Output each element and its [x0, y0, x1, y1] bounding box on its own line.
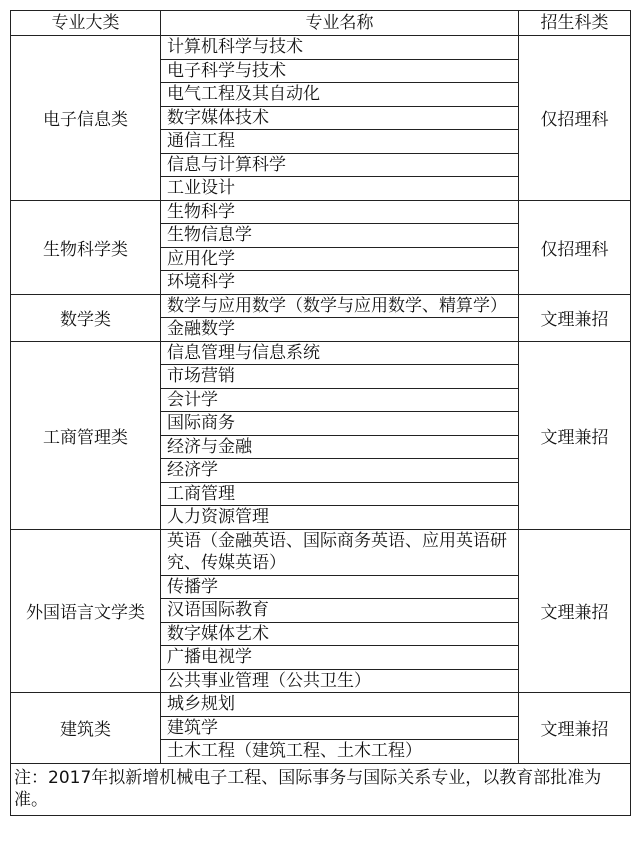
footnote: 注：2017年拟新增机械电子工程、国际事务与国际关系专业，以教育部批准为准。 — [11, 763, 631, 815]
majors-table-body — [11, 36, 631, 764]
major-cell: 会计学 — [161, 388, 519, 412]
table-row — [11, 693, 631, 717]
major-cell: 经济与金融 — [161, 435, 519, 459]
category-cell: 生物科学类 — [11, 200, 161, 294]
major-cell: 通信工程 — [161, 130, 519, 154]
category-cell: 数学类 — [11, 294, 161, 341]
major-cell: 电子科学与技术 — [161, 59, 519, 83]
table-row — [11, 341, 631, 365]
major-cell: 汉语国际教育 — [161, 599, 519, 623]
major-cell: 信息管理与信息系统 — [161, 341, 519, 365]
major-cell: 传播学 — [161, 575, 519, 599]
major-cell: 经济学 — [161, 459, 519, 483]
major-cell: 建筑学 — [161, 716, 519, 740]
admission-majors-document — [10, 10, 630, 816]
admission-header: 招生科类 — [519, 11, 631, 36]
category-cell: 电子信息类 — [11, 36, 161, 201]
major-cell: 数字媒体技术 — [161, 106, 519, 130]
category-cell: 外国语言文学类 — [11, 529, 161, 693]
major-cell: 应用化学 — [161, 247, 519, 271]
note-row — [11, 763, 631, 815]
major-cell: 生物科学 — [161, 200, 519, 224]
major-cell: 市场营销 — [161, 365, 519, 389]
major-cell: 生物信息学 — [161, 224, 519, 248]
major-cell: 土木工程（建筑工程、土木工程） — [161, 740, 519, 764]
major-cell: 数学与应用数学（数学与应用数学、精算学） — [161, 294, 519, 318]
admission-cell: 文理兼招 — [519, 341, 631, 529]
major-cell: 计算机科学与技术 — [161, 36, 519, 60]
major-cell: 信息与计算科学 — [161, 153, 519, 177]
admission-cell: 仅招理科 — [519, 200, 631, 294]
major-cell: 国际商务 — [161, 412, 519, 436]
major-cell: 英语（金融英语、国际商务英语、应用英语研究、传媒英语） — [161, 529, 519, 575]
category-cell: 工商管理类 — [11, 341, 161, 529]
admission-cell: 仅招理科 — [519, 36, 631, 201]
major-cell: 数字媒体艺术 — [161, 622, 519, 646]
majors-table — [10, 10, 631, 816]
table-row — [11, 200, 631, 224]
category-header: 专业大类 — [11, 11, 161, 36]
major-cell: 公共事业管理（公共卫生） — [161, 669, 519, 693]
major-cell: 工业设计 — [161, 177, 519, 201]
major-cell: 广播电视学 — [161, 646, 519, 670]
major-cell: 人力资源管理 — [161, 506, 519, 530]
category-cell: 建筑类 — [11, 693, 161, 764]
major-cell: 环境科学 — [161, 271, 519, 295]
admission-cell: 文理兼招 — [519, 693, 631, 764]
major-cell: 城乡规划 — [161, 693, 519, 717]
admission-cell: 文理兼招 — [519, 294, 631, 341]
major-cell: 电气工程及其自动化 — [161, 83, 519, 107]
major-cell: 金融数学 — [161, 318, 519, 342]
header-row — [11, 11, 631, 36]
admission-cell: 文理兼招 — [519, 529, 631, 693]
table-row — [11, 529, 631, 575]
major-cell: 工商管理 — [161, 482, 519, 506]
major-header: 专业名称 — [161, 11, 519, 36]
table-row — [11, 36, 631, 60]
table-row — [11, 294, 631, 318]
